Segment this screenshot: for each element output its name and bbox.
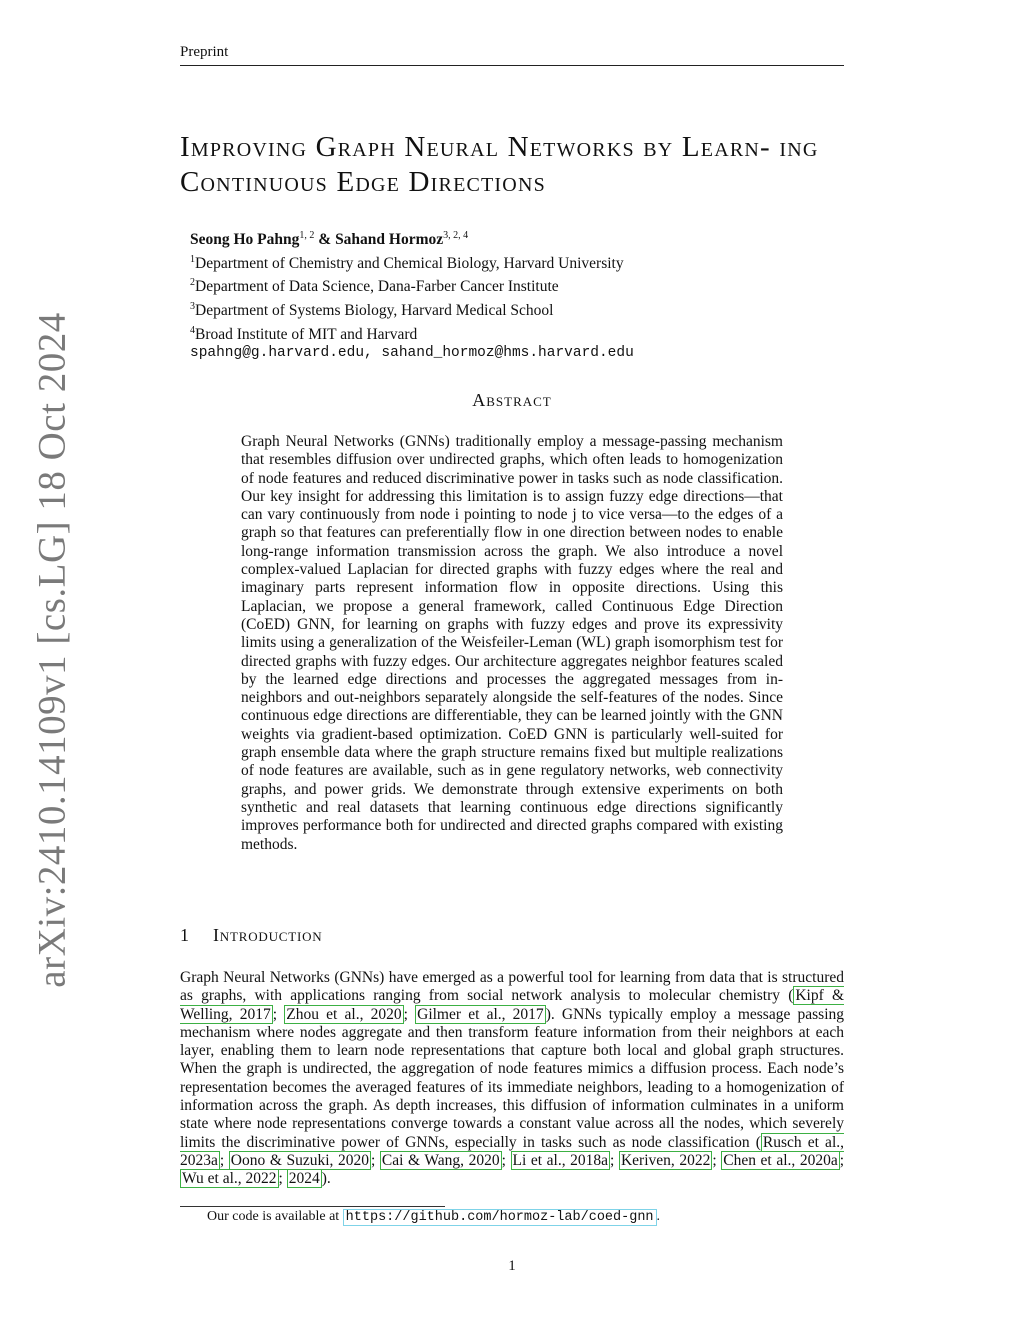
- introduction-paragraph: Graph Neural Networks (GNNs) have emerged as a powerful tool for learning from data that is structured as graphs, with applications ranging from social network analysis to molecular chemistry ( Kipf & Welling, 2017 ; Zhou et al., 2020 ; Gilmer et al., 2017 ). GNNs typically employ a message passing mechanism where nodes aggregate and then transform feature information from their neighbors at each layer, enabling them to learn node representations that capture both local and global graph structures. When the graph is undirected, the aggregation of node features mimics a diffusion process. Each node’s representation becomes the averaged features of its immediate neighbors, leading to a homogenization of information across the graph. As depth increases, this diffusion of information culminates in a uniform state where node representations converge towards a constant value across all the nodes, which severely limits the discriminative power of GNNs, especially in tasks such as node classification ( Rusch et al., 2023a ; Oono & Suzuki, 2020 ; Cai & Wang, 2020 ; Li et al., 2018a ; Keriven, 2022 ; Chen et al., 2020a ; Wu et al., 2022 ; 2024 ).: [180, 969, 845, 1188]
- section-number: 1: [180, 925, 190, 945]
- affiliation-number: 1: [190, 253, 195, 265]
- author-block: [190, 226, 830, 364]
- footnote-rule: [180, 1206, 445, 1207]
- citation-link[interactable]: Cai & Wang, 2020: [381, 1151, 500, 1169]
- citation-link[interactable]: 2024: [288, 1170, 320, 1188]
- footnote-end: .: [656, 1209, 661, 1224]
- affiliation-text: Broad Institute of MIT and Harvard: [195, 325, 418, 343]
- author-2: Sahand Hormoz: [335, 231, 444, 249]
- citation-link[interactable]: Zhou et al., 2020: [286, 1005, 402, 1023]
- affiliation: [190, 321, 830, 345]
- affiliation-number: 3: [190, 300, 195, 312]
- paragraph-text: ). GNNs typically employ a message passing mechanism where nodes aggregate and then transform feature information from their neighbors at each layer, enabling them to learn node representations that capture both local and global graph structures. When the graph is undirected, the aggregation of node features mimics a diffusion process. Each node’s representation becomes the averaged features of its immediate neighbors, leading to a homogenization of information across the graph. As depth increases, this diffusion of information culminates in a uniform state where node representations converge towards a constant value across all the nodes, which severely limits the discriminative power of GNNs, especially in tasks such as node classification (: [180, 1005, 845, 1151]
- affiliation-text: Department of Systems Biology, Harvard Medical School: [195, 302, 554, 320]
- paragraph-text: Graph Neural Networks (GNNs) have emerged as a powerful tool for learning from data that is structured as graphs, with applications ranging from social network analysis to molecular chemistry (: [180, 969, 844, 1005]
- author-emails: spahng@g.harvard.edu, sahand_hormoz@hms.harvard.edu: [190, 345, 634, 362]
- affiliation-text: Department of Data Science, Dana-Farber Cancer Institute: [195, 278, 559, 296]
- footnote: [207, 1208, 660, 1227]
- abstract-heading: Abstract: [472, 390, 552, 410]
- citation-link[interactable]: Keriven, 2022: [620, 1151, 711, 1169]
- arxiv-identifier: arXiv:2410.14109v1 [cs.LG] 18 Oct 2024: [30, 312, 74, 988]
- running-header: Preprint: [180, 44, 229, 60]
- abstract-body: Graph Neural Networks (GNNs) traditionally employ a message-passing mechanism that resembles diffusion over undirected graphs, which often leads to homogenization of node features and reduced discriminative power in tasks such as node classification. Our key insight for addressing this limitation is to assign fuzzy edge directions—that can vary continuously from node i pointing to node j to vice versa—to the edges of a graph so that features can preferentially flow in one direction between nodes to enable long-range information transmission across the graph. We also introduce a novel complex-valued Laplacian for directed graphs with fuzzy edges where the real and imaginary parts represent information flow in opposite directions. Using this Laplacian, we propose a general framework, called Continuous Edge Direction (CoED) GNN, for learning on graphs with fuzzy edges and prove its expressivity limits using a generalization of the Weisfeiler-Leman (WL) graph isomorphism test for directed graphs with fuzzy edges. Our architecture aggregates neighbor features scaled by the learned edge directions and processes the aggregated messages from in-neighbors and out-neighbors separately alongside the self-features of the nodes. Since continuous edge directions are differentiable, they can be learned jointly with the GNN weights via gradient-based optimization. CoED GNN is particularly well-suited for graph ensemble data where the graph structure remains fixed but multiple realizations of node features are available, such as in gene regulatory networks, web connectivity graphs, and power grids. We demonstrate through extensive experiments on both synthetic and real datasets that learning continuous edge directions significantly improves performance both for undirected and directed graphs compared with existing methods.: [241, 433, 783, 853]
- code-url-link[interactable]: https://github.com/hormoz-lab/coed-gnn: [343, 1209, 657, 1226]
- citation-link[interactable]: Gilmer et al., 2017: [417, 1005, 544, 1023]
- footnote-text: Our code is available at: [207, 1209, 343, 1224]
- author-1-affil: 1, 2: [299, 230, 315, 241]
- citation-link[interactable]: Li et al., 2018a: [512, 1151, 609, 1169]
- affiliation: [190, 250, 830, 274]
- section-title: Introduction: [213, 925, 323, 945]
- page-number: 1: [508, 1258, 516, 1274]
- affiliation-number: 2: [190, 277, 195, 289]
- citation-link[interactable]: Rusch et al., 2023a: [180, 1133, 844, 1169]
- author-1: Seong Ho Pahng: [190, 231, 300, 249]
- header-rule: [180, 65, 844, 66]
- author-separator: &: [314, 231, 336, 249]
- citation-link[interactable]: Chen et al., 2020a: [723, 1151, 838, 1169]
- affiliation-text: Department of Chemistry and Chemical Biology, Harvard University: [195, 254, 624, 272]
- affiliation: [190, 273, 830, 297]
- paper-title: Improving Graph Neural Networks by Learn- ing Continuous Edge Directions: [180, 131, 819, 198]
- affiliation: [190, 297, 830, 321]
- author-names: [190, 226, 830, 250]
- section-heading-introduction: [180, 925, 322, 946]
- citation-link[interactable]: Kipf & Welling, 2017: [180, 987, 845, 1023]
- citation-link[interactable]: Oono & Suzuki, 2020: [230, 1151, 369, 1169]
- affiliation-number: 4: [190, 324, 195, 336]
- paragraph-text: ).: [321, 1170, 331, 1188]
- citation-link[interactable]: Wu et al., 2022: [182, 1170, 277, 1188]
- author-2-affil: 3, 2, 4: [443, 230, 469, 241]
